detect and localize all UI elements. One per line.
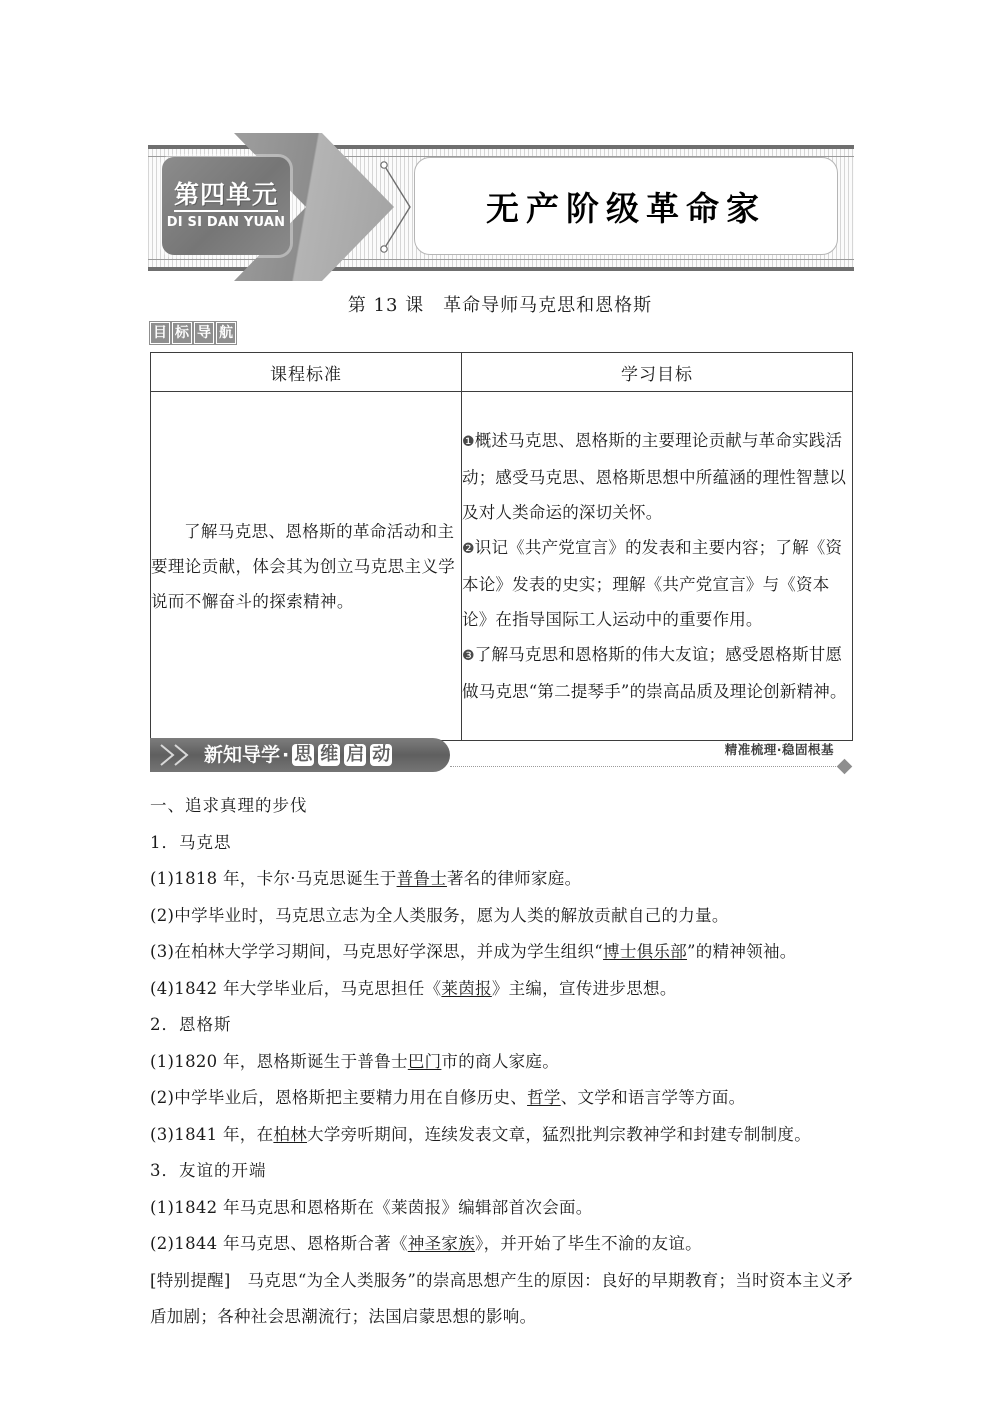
item-suffix: 市的商人家庭。 bbox=[441, 1051, 560, 1071]
table-row bbox=[151, 392, 853, 741]
double-chevron-icon bbox=[158, 743, 200, 767]
goal-badge-char-1: 标 bbox=[172, 322, 192, 344]
goal-badge-char-3: 航 bbox=[216, 322, 236, 344]
objective-item bbox=[462, 530, 852, 637]
item-prefix: (2)1844 年马克思、恩格斯合著《 bbox=[150, 1234, 408, 1253]
item-keyword: 神圣家族 bbox=[407, 1234, 476, 1253]
goal-table bbox=[150, 352, 853, 741]
section-banner-subtitle: 精准梳理·稳固根基 bbox=[724, 742, 834, 757]
item-suffix: 大学旁听期间，连续发表文章，猛烈批判宗教神学和封建专制制度。 bbox=[307, 1124, 812, 1144]
section-title-separator: · bbox=[282, 744, 290, 766]
item-prefix: (3)1841 年，在 bbox=[150, 1124, 274, 1144]
item-prefix: (4)1842 年大学毕业后，马克思担任《 bbox=[150, 978, 442, 998]
goal-badge-char-0: 目 bbox=[150, 322, 170, 344]
item-keyword: 柏林 bbox=[273, 1124, 308, 1144]
list-item bbox=[150, 898, 854, 935]
band-line-bottom bbox=[148, 259, 854, 260]
objective-text: 概述马克思、恩格斯的主要理论贡献与革命实践活动；感受马克思、恩格斯思想中所蕴涵的理性智慧以及对人类命运的深切关怀。 bbox=[462, 431, 847, 522]
item-suffix: 、文学和语言学等方面。 bbox=[560, 1088, 746, 1107]
unit-header-banner bbox=[148, 133, 854, 281]
curriculum-standard-text: 了解马克思、恩格斯的革命活动和主要理论贡献，体会其为创立马克思主义学说而不懈奋斗的探索精神。 bbox=[151, 521, 456, 611]
item-keyword: 巴门 bbox=[407, 1051, 442, 1071]
list-item bbox=[150, 1117, 854, 1154]
section-title-boxed-0: 思 bbox=[294, 744, 313, 765]
list-item bbox=[150, 1190, 854, 1227]
lesson-title: 第 13 课 革命导师马克思和恩格斯 bbox=[347, 295, 653, 316]
objective-text: 了解马克思和恩格斯的伟大友谊；感受恩格斯甘愿做马克思“第二提琴手”的崇高品质及理论创新精神。 bbox=[462, 645, 847, 701]
table-header-right: 学习目标 bbox=[462, 353, 853, 392]
section-dotted-rule bbox=[450, 766, 842, 767]
item-prefix: (3)在柏林大学学习期间，马克思好学深思，并成为学生组织“ bbox=[150, 942, 604, 961]
curriculum-standard-cell bbox=[151, 392, 462, 741]
item-suffix: 著名的律师家庭。 bbox=[446, 869, 582, 888]
section-title-boxed-1: 维 bbox=[320, 744, 339, 765]
table-header-left: 课程标准 bbox=[151, 353, 462, 392]
section-banner-title bbox=[204, 742, 393, 768]
item-keyword: 哲学 bbox=[527, 1088, 561, 1107]
item-prefix: (1)1818 年，卡尔·马克思诞生于 bbox=[150, 869, 397, 888]
item-keyword: 莱茵报 bbox=[441, 978, 492, 998]
list-item bbox=[150, 934, 854, 971]
sub-heading: 1．马克思 bbox=[150, 832, 232, 852]
objective-text: 识记《共产党宣言》的发表和主要内容；了解《资本论》发表的史实；理解《共产党宣言》与《资本论》在指导国际工人运动中的重要作用。 bbox=[462, 538, 843, 629]
objective-marker: ❷ bbox=[462, 541, 475, 557]
section-banner bbox=[150, 738, 850, 780]
list-item bbox=[150, 861, 854, 898]
sub-heading: 3．友谊的开端 bbox=[150, 1161, 267, 1180]
goal-badge-char-2: 导 bbox=[194, 322, 214, 344]
section-heading: 一、追求真理的步伐 bbox=[150, 796, 308, 815]
unit-title-box bbox=[414, 157, 838, 255]
objective-marker: ❶ bbox=[462, 434, 475, 450]
chevron-outline-icon bbox=[380, 161, 414, 253]
list-item bbox=[150, 1080, 854, 1117]
item-suffix: 》主编，宣传进步思想。 bbox=[491, 978, 677, 998]
goal-nav-badge bbox=[150, 322, 236, 344]
item-suffix: 》，并开始了毕生不渝的友谊。 bbox=[475, 1234, 702, 1253]
diamond-icon bbox=[837, 759, 853, 775]
table-header-row bbox=[151, 353, 853, 392]
list-item bbox=[150, 971, 854, 1008]
section-title-boxed-2: 启 bbox=[346, 744, 365, 765]
learning-objectives-cell bbox=[462, 392, 853, 741]
unit-number-badge bbox=[162, 157, 290, 255]
item-prefix: (1)1842 年马克思和恩格斯在《莱茵报》编辑部首次会面。 bbox=[150, 1197, 593, 1217]
item-prefix: (2)中学毕业后，恩格斯把主要精力用在自修历史、 bbox=[150, 1088, 528, 1107]
sub-heading: 2．恩格斯 bbox=[150, 1015, 232, 1034]
body-content bbox=[150, 788, 854, 1335]
item-keyword: 普鲁士 bbox=[396, 869, 447, 888]
objective-item bbox=[462, 423, 852, 530]
objective-item bbox=[462, 637, 852, 709]
item-prefix: (1)1820 年，恩格斯诞生于普鲁士 bbox=[150, 1051, 408, 1071]
list-item bbox=[150, 1044, 854, 1081]
unit-title: 无产阶级革命家 bbox=[486, 188, 766, 228]
unit-number-cn: 第四单元 bbox=[174, 182, 278, 212]
item-suffix: ”的精神领袖。 bbox=[687, 942, 797, 961]
objective-marker: ❸ bbox=[462, 648, 475, 664]
section-title-plain: 新知导学 bbox=[204, 744, 281, 766]
item-prefix: (2)中学毕业时，马克思立志为全人类服务，愿为人类的解放贡献自己的力量。 bbox=[150, 905, 729, 925]
list-item bbox=[150, 1226, 854, 1263]
item-keyword: 博士俱乐部 bbox=[603, 942, 688, 961]
special-note: [特别提醒] 马克思“为全人类服务”的崇高思想产生的原因：良好的早期教育；当时资本主义矛盾加剧；各种社会思潮流行；法国启蒙思想的影响。 bbox=[150, 1270, 853, 1326]
unit-number-pinyin: DI SI DAN YUAN bbox=[166, 215, 286, 231]
section-title-boxed-3: 动 bbox=[372, 744, 391, 765]
